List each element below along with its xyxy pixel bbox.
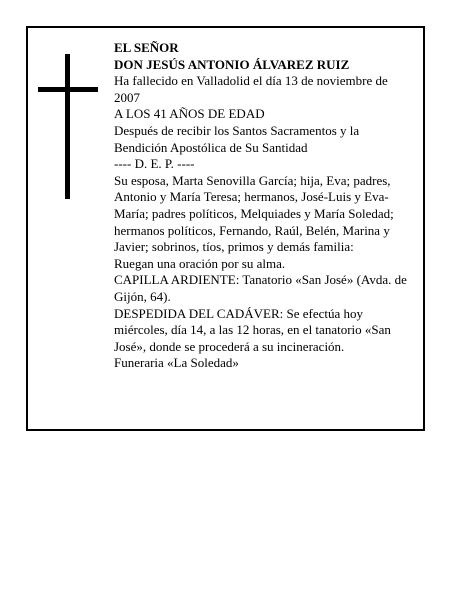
- farewell-line: DESPEDIDA DEL CADÁVER: Se efectúa hoy: [114, 305, 364, 321]
- funeral-home-line: Funeraria «La Soledad»: [114, 355, 239, 371]
- age-line: A LOS 41 AÑOS DE EDAD: [114, 106, 265, 122]
- family-line: Su esposa, Marta Senovilla García; hija, Eva; padres,: [114, 172, 391, 188]
- rip-line: ---- D. E. P. ----: [114, 156, 195, 172]
- obituary-notice: [26, 26, 425, 431]
- sacraments-line: Después de recibir los Santos Sacramentos y la: [114, 122, 360, 138]
- funeral-chapel-address-line: Gijón, 64).: [114, 288, 171, 304]
- prayer-request-line: Ruegan una oración por su alma.: [114, 255, 286, 271]
- funeral-chapel-line: CAPILLA ARDIENTE: Tanatorio «San José» (Avda. de: [114, 272, 407, 288]
- family-line: María; padres políticos, Melquiades y María Soledad;: [114, 205, 394, 221]
- notice-heading: EL SEÑOR: [114, 40, 179, 55]
- farewell-line: José», donde se procederá a su incineración.: [114, 338, 345, 354]
- cross-icon: [38, 54, 98, 199]
- family-line: hermanos políticos, Fernando, Raúl, Belén, Marina y: [114, 222, 390, 238]
- notice-text: [114, 40, 427, 372]
- death-notice-line: Ha fallecido en Valladolid el día 13 de noviembre de: [114, 73, 388, 89]
- farewell-line: miércoles, día 14, a las 12 horas, en el tanatorio «San: [114, 322, 391, 338]
- cross-horizontal-bar: [38, 87, 98, 92]
- family-line: Javier; sobrinos, tíos, primos y demás familia:: [114, 239, 354, 255]
- blessing-line: Bendición Apostólica de Su Santidad: [114, 139, 308, 155]
- cross-vertical-bar: [65, 54, 70, 199]
- deceased-name: DON JESÚS ANTONIO ÁLVAREZ RUIZ: [114, 56, 350, 72]
- death-year-line: 2007: [114, 89, 140, 105]
- family-line: Antonio y María Teresa; hermanos, José-Luis y Eva-: [114, 189, 389, 205]
